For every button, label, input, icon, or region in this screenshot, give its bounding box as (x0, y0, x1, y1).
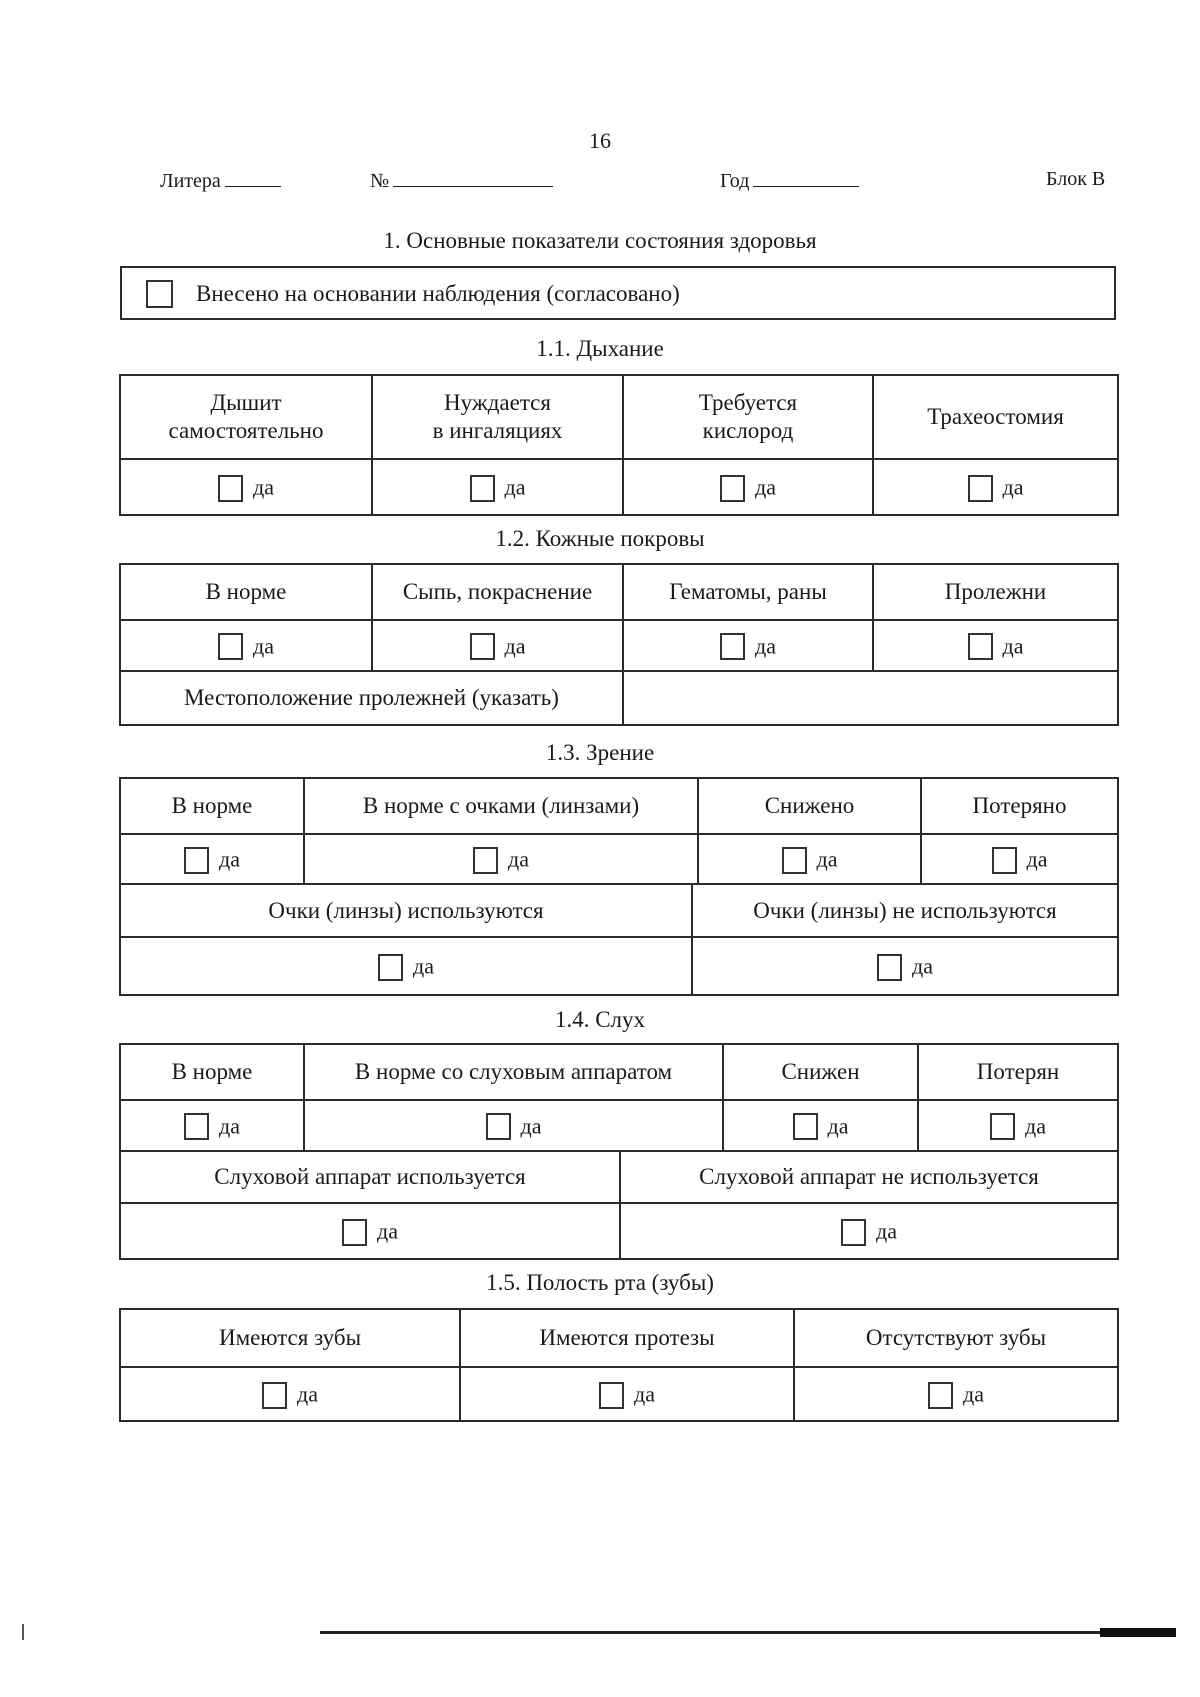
breathing-self-option (120, 459, 372, 515)
hearing-col-aid: В норме со слуховым аппаратом (304, 1044, 723, 1100)
breathing-col-oxygen-line2: кислород (702, 418, 794, 443)
breathing-col-inhalation-line2: в ингаляциях (432, 418, 563, 443)
section-title: 1. Основные показатели состояния здоровья (383, 228, 817, 253)
skin-title: 1.2. Кожные покровы (495, 526, 705, 551)
yes-label: да (219, 1113, 240, 1139)
bottom-rule-end (1100, 1628, 1176, 1637)
breathing-table (119, 374, 1119, 516)
bedsore-location-label: Местоположение пролежней (указать) (120, 671, 623, 725)
year-input-line[interactable] (753, 168, 859, 187)
vision-reduced-checkbox[interactable] (782, 847, 807, 874)
skin-rash-option (372, 620, 623, 671)
yes-label: да (504, 474, 526, 500)
breathing-col-self-line2: самостоятельно (168, 418, 324, 443)
mouth-table (119, 1308, 1119, 1422)
yes-label: да (1002, 633, 1024, 659)
breathing-title: 1.1. Дыхание (536, 336, 664, 361)
breathing-col-tracheostomy (873, 375, 1118, 459)
skin-col-rash: Сыпь, покраснение (372, 564, 623, 620)
block-label: Блок В (1046, 168, 1106, 190)
skin-hematoma-checkbox[interactable] (720, 633, 745, 660)
vision-reduced-option (698, 834, 921, 884)
skin-rash-checkbox[interactable] (470, 633, 495, 660)
mouth-col-teeth: Имеются зубы (120, 1309, 460, 1367)
vision-glasses-option (304, 834, 698, 884)
yes-label: да (253, 633, 274, 659)
mouth-col-no-teeth: Отсутствуют зубы (794, 1309, 1118, 1367)
hearing-reduced-checkbox[interactable] (793, 1113, 818, 1140)
year-field (720, 168, 859, 193)
yes-label: да (634, 1381, 655, 1407)
hearing-aid-not-used-option (620, 1203, 1118, 1259)
mouth-teeth-option (120, 1367, 460, 1421)
mouth-teeth-checkbox[interactable] (262, 1382, 287, 1409)
vision-lost-option (921, 834, 1118, 884)
year-label: Год (720, 170, 750, 192)
hearing-lost-option (918, 1100, 1118, 1151)
breathing-col-inhalation (372, 375, 623, 459)
breathing-oxygen-checkbox[interactable] (720, 475, 745, 502)
hearing-normal-checkbox[interactable] (184, 1113, 209, 1140)
vision-normal-checkbox[interactable] (184, 847, 209, 874)
skin-bedsores-checkbox[interactable] (968, 633, 993, 660)
scan-edge-mark (22, 1624, 24, 1640)
skin-bedsores-option (873, 620, 1118, 671)
breathing-oxygen-option (623, 459, 873, 515)
hearing-table (119, 1043, 1119, 1260)
observed-label: Внесено на основании наблюдения (согласовано) (196, 281, 680, 306)
mouth-col-dentures: Имеются протезы (460, 1309, 794, 1367)
vision-lost-checkbox[interactable] (992, 847, 1017, 874)
yes-label: да (297, 1381, 318, 1407)
glasses-not-used-checkbox[interactable] (877, 954, 902, 981)
hearing-aid-option (304, 1100, 723, 1151)
hearing-lost-checkbox[interactable] (990, 1113, 1015, 1140)
vision-glasses-checkbox[interactable] (473, 847, 498, 874)
hearing-title: 1.4. Слух (554, 1007, 646, 1032)
yes-label: да (876, 1218, 897, 1244)
skin-col-normal: В норме (120, 564, 372, 620)
hearing-col-normal: В норме (120, 1044, 304, 1100)
skin-hematoma-option (623, 620, 873, 671)
yes-label: да (827, 1113, 849, 1139)
yes-label: да (219, 846, 240, 872)
vision-col-reduced: Снижено (698, 778, 921, 834)
vision-col-glasses: В норме с очками (линзами) (304, 778, 698, 834)
bottom-rule (320, 1631, 1176, 1634)
breathing-inhalation-option (372, 459, 623, 515)
mouth-dentures-option (460, 1367, 794, 1421)
hearing-aid-used-option (120, 1203, 620, 1259)
breathing-col-self-line1: Дышит (210, 390, 282, 416)
yes-label: да (1025, 1113, 1046, 1139)
skin-col-bedsores: Пролежни (873, 564, 1118, 620)
breathing-self-checkbox[interactable] (218, 475, 243, 502)
mouth-no-teeth-checkbox[interactable] (928, 1382, 953, 1409)
vision-title: 1.3. Зрение (545, 740, 655, 765)
vision-col-normal: В норме (120, 778, 304, 834)
hearing-reduced-option (723, 1100, 918, 1151)
yes-label: да (253, 474, 274, 500)
hearing-aid-not-used-label: Слуховой аппарат не используется (620, 1151, 1118, 1203)
litera-field (160, 168, 281, 193)
hearing-aid-used-checkbox[interactable] (342, 1219, 367, 1246)
skin-table (119, 563, 1119, 726)
mouth-no-teeth-option (794, 1367, 1118, 1421)
breathing-col-tracheostomy-line1: Трахеостомия (927, 404, 1064, 430)
page-number: 16 (589, 128, 611, 153)
yes-label: да (1026, 846, 1048, 872)
yes-label: да (520, 1113, 542, 1139)
document-number-field (370, 168, 553, 193)
document-number-label: № (370, 170, 390, 192)
vision-normal-option (120, 834, 304, 884)
breathing-col-inhalation-line1: Нуждается (444, 390, 551, 416)
vision-col-lost: Потеряно (921, 778, 1118, 834)
yes-label: да (755, 633, 776, 659)
yes-label: да (377, 1218, 398, 1244)
glasses-used-label: Очки (линзы) используются (120, 884, 692, 937)
yes-label: да (816, 846, 838, 872)
breathing-tracheostomy-option (873, 459, 1118, 515)
document-number-input-line[interactable] (393, 168, 553, 187)
yes-label: да (1002, 474, 1024, 500)
yes-label: да (963, 1381, 984, 1407)
hearing-aid-not-used-checkbox[interactable] (841, 1219, 866, 1246)
hearing-normal-option (120, 1100, 304, 1151)
skin-normal-option (120, 620, 372, 671)
yes-label: да (755, 474, 776, 500)
litera-label: Литера (160, 170, 221, 192)
vision-table (119, 777, 1119, 996)
yes-label: да (508, 846, 529, 872)
observed-box (120, 266, 1116, 320)
yes-label: да (912, 953, 933, 979)
skin-normal-checkbox[interactable] (218, 633, 243, 660)
breathing-col-oxygen-line1: Требуется (698, 390, 798, 416)
hearing-col-lost: Потерян (918, 1044, 1118, 1100)
skin-col-hematoma: Гематомы, раны (623, 564, 873, 620)
hearing-aid-used-label: Слуховой аппарат используется (120, 1151, 620, 1203)
breathing-col-oxygen (623, 375, 873, 459)
yes-label: да (504, 633, 526, 659)
glasses-used-checkbox[interactable] (378, 954, 403, 981)
glasses-not-used-label: Очки (линзы) не используются (692, 884, 1118, 937)
bedsore-location-input[interactable] (623, 671, 1118, 725)
glasses-not-used-option (692, 937, 1118, 995)
breathing-tracheostomy-checkbox[interactable] (968, 475, 993, 502)
litera-input-line[interactable] (225, 168, 281, 187)
yes-label: да (413, 953, 434, 979)
mouth-dentures-checkbox[interactable] (599, 1382, 624, 1409)
mouth-title: 1.5. Полость рта (зубы) (486, 1270, 714, 1295)
hearing-aid-checkbox[interactable] (486, 1113, 511, 1140)
hearing-col-reduced: Снижен (723, 1044, 918, 1100)
breathing-inhalation-checkbox[interactable] (470, 475, 495, 502)
glasses-used-option (120, 937, 692, 995)
breathing-col-self (120, 375, 372, 459)
observed-checkbox[interactable] (146, 280, 173, 308)
